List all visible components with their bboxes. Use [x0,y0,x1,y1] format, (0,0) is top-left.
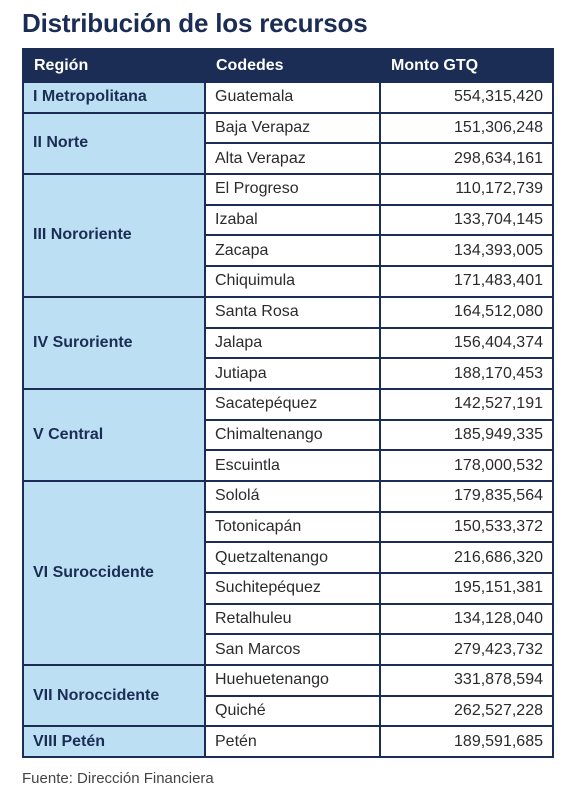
monto-cell: 134,393,005 [380,235,553,266]
page-title: Distribución de los recursos [22,8,368,38]
table-row [23,174,553,205]
column-header-codede: Codedes [205,49,380,82]
table-body [23,82,553,757]
region-cell: VII Noroccidente [23,665,205,726]
monto-cell: 179,835,564 [380,481,553,512]
monto-cell: 262,527,228 [380,696,553,727]
source-note: Fuente: Dirección Financiera [22,770,214,787]
region-cell: IV Suroriente [23,297,205,389]
column-header-region: Región [23,49,205,82]
monto-cell: 185,949,335 [380,420,553,451]
codede-cell: Santa Rosa [205,297,380,328]
codede-cell: Zacapa [205,235,380,266]
table-row [23,82,553,113]
codede-cell: Petén [205,726,380,757]
monto-cell: 178,000,532 [380,450,553,481]
table-row [23,389,553,420]
monto-cell: 554,315,420 [380,82,553,113]
monto-cell: 156,404,374 [380,328,553,359]
codede-cell: Chimaltenango [205,420,380,451]
codede-cell: Guatemala [205,82,380,113]
region-cell: II Norte [23,113,205,174]
table-row [23,726,553,757]
codede-cell: Quetzaltenango [205,542,380,573]
codede-cell: San Marcos [205,634,380,665]
table-header-row [23,49,553,82]
monto-cell: 216,686,320 [380,542,553,573]
monto-cell: 298,634,161 [380,143,553,174]
codede-cell: Huehuetenango [205,665,380,696]
codede-cell: Chiquimula [205,266,380,297]
region-cell: VI Suroccidente [23,481,205,665]
codede-cell: Jutiapa [205,358,380,389]
table-row [23,665,553,696]
monto-cell: 134,128,040 [380,604,553,635]
codede-cell: Baja Verapaz [205,113,380,144]
monto-cell: 189,591,685 [380,726,553,757]
codede-cell: Retalhuleu [205,604,380,635]
codede-cell: Sacatepéquez [205,389,380,420]
column-header-monto: Monto GTQ [380,49,553,82]
monto-cell: 110,172,739 [380,174,553,205]
codede-cell: Izabal [205,205,380,236]
monto-cell: 150,533,372 [380,512,553,543]
region-cell: I Metropolitana [23,82,205,113]
monto-cell: 133,704,145 [380,205,553,236]
monto-cell: 164,512,080 [380,297,553,328]
monto-cell: 279,423,732 [380,634,553,665]
codede-cell: Alta Verapaz [205,143,380,174]
monto-cell: 331,878,594 [380,665,553,696]
codede-cell: Totonicapán [205,512,380,543]
codede-cell: Escuintla [205,450,380,481]
codede-cell: Jalapa [205,328,380,359]
table-row [23,113,553,144]
table-row [23,297,553,328]
table-row [23,481,553,512]
codede-cell: Quiché [205,696,380,727]
monto-cell: 171,483,401 [380,266,553,297]
region-cell: VIII Petén [23,726,205,757]
monto-cell: 151,306,248 [380,113,553,144]
monto-cell: 142,527,191 [380,389,553,420]
resource-table [22,48,554,758]
region-cell: III Nororiente [23,174,205,297]
codede-cell: Suchitepéquez [205,573,380,604]
monto-cell: 188,170,453 [380,358,553,389]
monto-cell: 195,151,381 [380,573,553,604]
region-cell: V Central [23,389,205,481]
codede-cell: El Progreso [205,174,380,205]
codede-cell: Sololá [205,481,380,512]
